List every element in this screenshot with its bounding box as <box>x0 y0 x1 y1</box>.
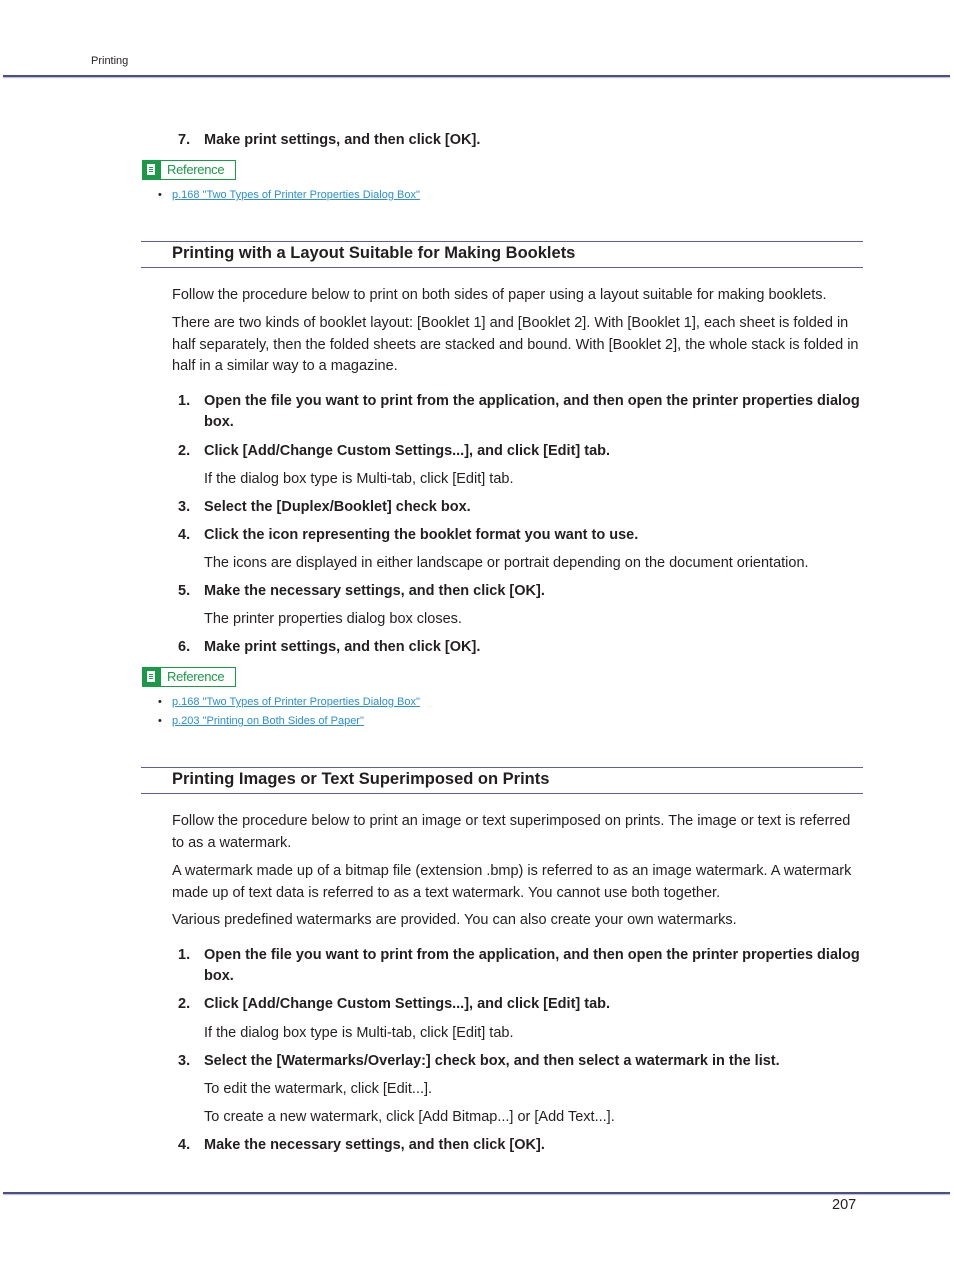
running-header: Printing <box>91 55 129 67</box>
page-number: 207 <box>832 1197 857 1213</box>
section-title: Printing Images or Text Superimposed on Prints <box>172 770 550 788</box>
reference-label: Reference <box>160 160 236 180</box>
paragraph: Follow the procedure below to print an image or text superimposed on prints. The image or text is referred to as a watermark. <box>172 813 851 851</box>
reference-label: Reference <box>160 667 236 687</box>
bullet-icon: • <box>158 696 162 708</box>
bullet-icon: • <box>158 715 162 727</box>
step-text: Make the necessary settings, and then click [OK]. <box>204 1137 545 1153</box>
footer-rule <box>3 1192 950 1194</box>
step-text: Open the file you want to print from the application, and then open the printer properties dialog box. <box>204 393 860 430</box>
section-heading-booklets <box>141 241 863 268</box>
reference-link[interactable]: p.168 "Two Types of Printer Properties Dialog Box" <box>172 189 420 201</box>
step-2 <box>178 994 860 1015</box>
step-2 <box>178 441 860 462</box>
step-6 <box>178 637 860 658</box>
section-heading-watermarks <box>141 767 863 794</box>
step-number: 1. <box>178 947 191 963</box>
reference-badge <box>142 667 230 687</box>
step-4 <box>178 525 860 546</box>
paragraph: There are two kinds of booklet layout: [Booklet 1] and [Booklet 2]. With [Booklet 1], each sheet is folded in half separately, then the folded sheets are stacked and bound. With [Booklet 2], the whole stack is folded in half in a similar way to a magazine. <box>172 315 859 374</box>
reference-link[interactable]: p.203 "Printing on Both Sides of Paper" <box>172 715 364 727</box>
step-number: 5. <box>178 583 191 599</box>
step-3 <box>178 497 860 518</box>
step-5 <box>178 581 860 602</box>
step-note: If the dialog box type is Multi-tab, click [Edit] tab. <box>204 471 514 487</box>
header-rule <box>3 75 950 77</box>
step-number: 4. <box>178 1137 191 1153</box>
step-number: 1. <box>178 393 191 409</box>
step-number: 4. <box>178 527 191 543</box>
step-number: 3. <box>178 499 191 515</box>
step-number: 7. <box>178 132 191 148</box>
reference-icon <box>142 667 160 687</box>
step-number: 2. <box>178 996 191 1012</box>
step-1 <box>178 945 860 987</box>
step-note: The printer properties dialog box closes. <box>204 611 462 627</box>
step-3 <box>178 1051 860 1072</box>
step-note: To edit the watermark, click [Edit...]. <box>204 1081 433 1097</box>
reference-icon <box>142 160 160 180</box>
step-text: Make the necessary settings, and then click [OK]. <box>204 583 545 599</box>
step-text: Make print settings, and then click [OK]. <box>204 639 481 655</box>
step-7 <box>178 130 860 151</box>
step-number: 3. <box>178 1053 191 1069</box>
bullet-icon: • <box>158 189 162 201</box>
section-title: Printing with a Layout Suitable for Making Booklets <box>172 244 576 262</box>
step-note: The icons are displayed in either landscape or portrait depending on the document orientation. <box>204 555 809 571</box>
step-text: Click [Add/Change Custom Settings...], and click [Edit] tab. <box>204 996 611 1012</box>
step-number: 6. <box>178 639 191 655</box>
step-text: Open the file you want to print from the application, and then open the printer properties dialog box. <box>204 947 860 984</box>
step-note: If the dialog box type is Multi-tab, click [Edit] tab. <box>204 1025 514 1041</box>
paragraph: Follow the procedure below to print on both sides of paper using a layout suitable for making booklets. <box>172 287 827 303</box>
reference-link[interactable]: p.168 "Two Types of Printer Properties Dialog Box" <box>172 696 420 708</box>
reference-badge <box>142 160 230 180</box>
step-number: 2. <box>178 443 191 459</box>
step-1 <box>178 391 860 433</box>
step-text: Make print settings, and then click [OK]. <box>204 132 481 148</box>
step-text: Click [Add/Change Custom Settings...], and click [Edit] tab. <box>204 443 611 459</box>
step-4 <box>178 1135 860 1156</box>
step-text: Click the icon representing the booklet format you want to use. <box>204 527 639 543</box>
paragraph: A watermark made up of a bitmap file (extension .bmp) is referred to as an image watermark. A watermark made up of text data is referred to as a text watermark. You cannot use both together. <box>172 863 852 901</box>
paragraph: Various predefined watermarks are provided. You can also create your own watermarks. <box>172 912 737 928</box>
step-note: To create a new watermark, click [Add Bitmap...] or [Add Text...]. <box>204 1109 615 1125</box>
step-text: Select the [Duplex/Booklet] check box. <box>204 499 471 515</box>
step-text: Select the [Watermarks/Overlay:] check box, and then select a watermark in the list. <box>204 1053 780 1069</box>
